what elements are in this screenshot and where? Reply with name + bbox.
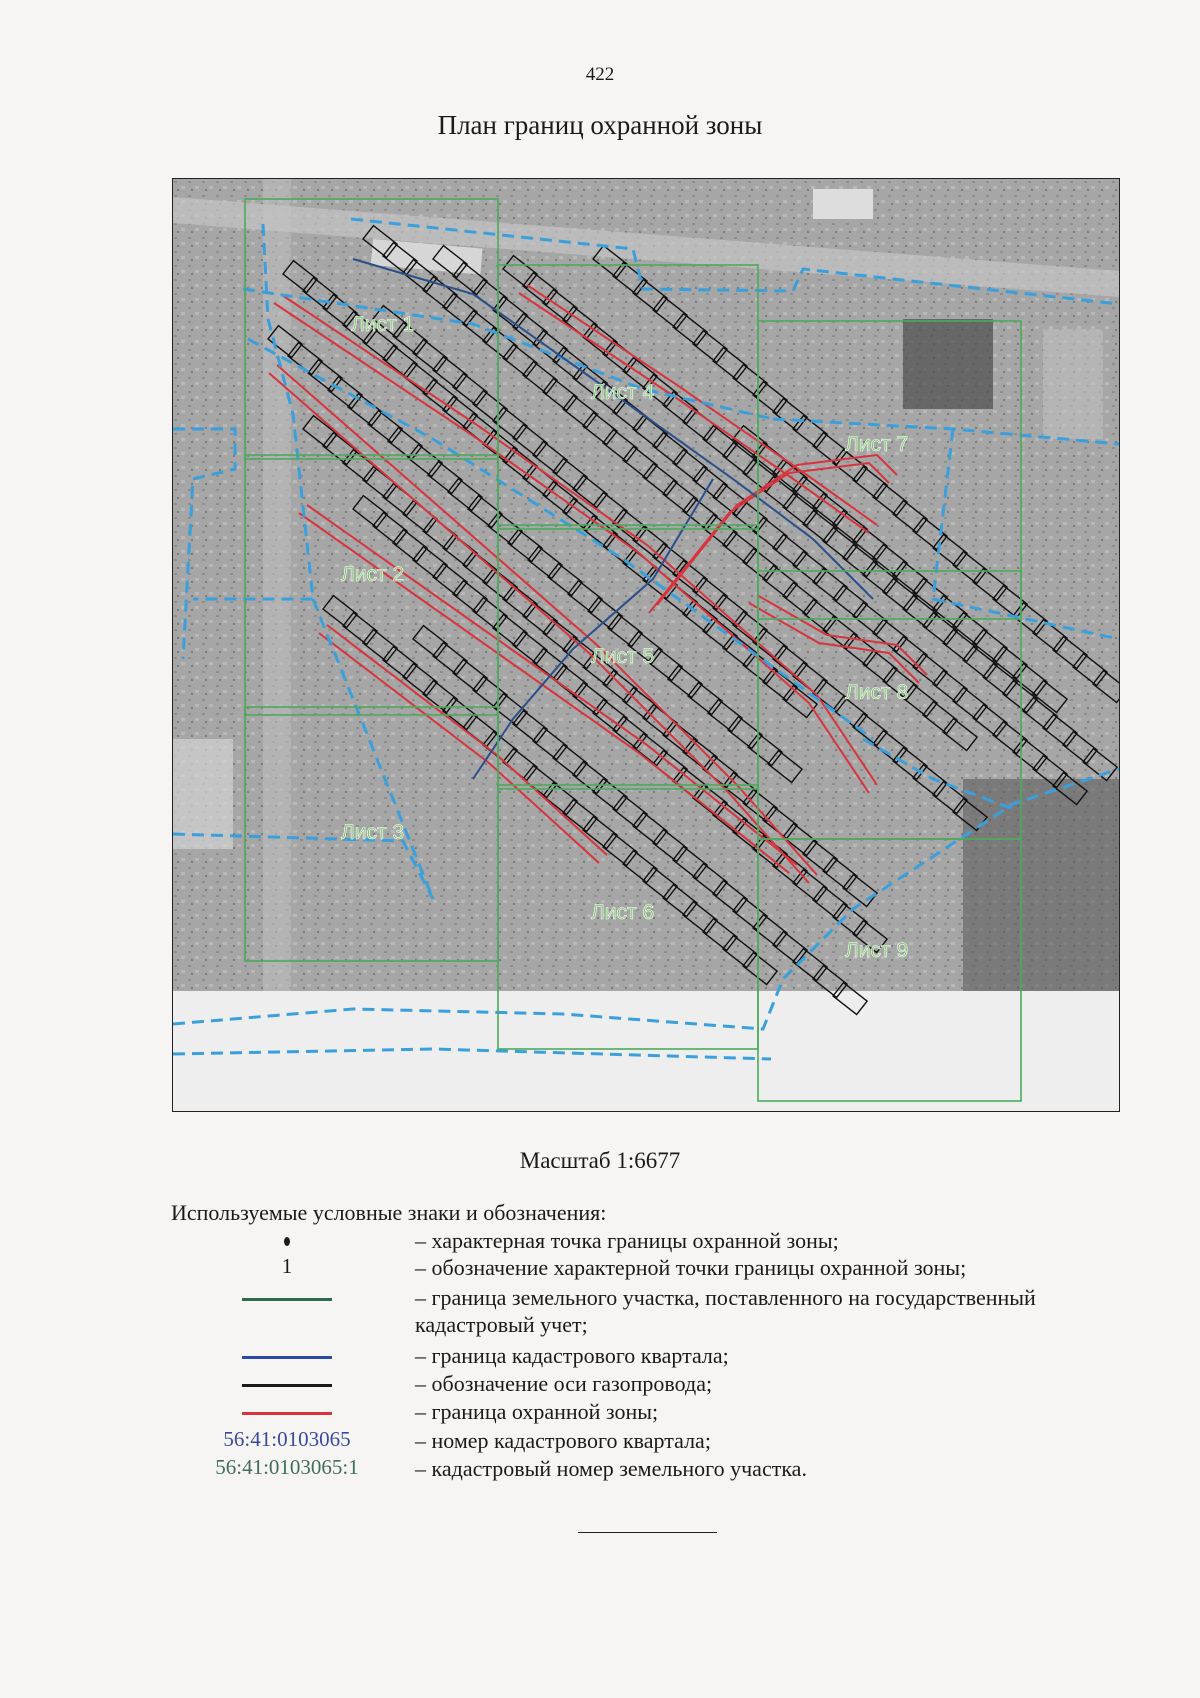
legend-row <box>0 1342 1200 1372</box>
map-scale: Масштаб 1:6677 <box>519 1148 681 1173</box>
legend-symbol-text: 56:41:0103065 <box>223 1427 351 1451</box>
legend-line-icon <box>242 1384 332 1387</box>
legend-description: – граница кадастрового квартала; <box>415 1343 729 1368</box>
legend-line-icon <box>242 1356 332 1359</box>
legend-symbol-text: 56:41:0103065:1 <box>215 1455 359 1479</box>
sheet-label-2: Лист 2 <box>341 563 405 586</box>
boundary-point-icon <box>284 1237 290 1246</box>
legend-symbol <box>187 1342 387 1372</box>
legend-description: – граница земельного участка, поставленного на государственный кадастровый учет; <box>415 1285 1036 1337</box>
legend-symbol <box>187 1370 387 1400</box>
sheet-label-9: Лист 9 <box>845 939 909 962</box>
page-number: 422 <box>585 64 615 85</box>
legend-description: – обозначение характерной точки границы охранной зоны; <box>415 1255 967 1280</box>
legend-row <box>0 1254 1200 1284</box>
legend-symbol <box>187 1427 387 1457</box>
sheet-label-8: Лист 8 <box>845 681 909 704</box>
legend-row <box>0 1227 1200 1257</box>
legend-description: – граница охранной зоны; <box>415 1399 659 1424</box>
protection-zone-map <box>172 178 1120 1112</box>
page-title: План границ охранной зоны <box>437 110 763 140</box>
legend-symbol-text: 1 <box>281 1254 293 1278</box>
legend-symbol <box>187 1227 387 1257</box>
legend-title: Используемые условные знаки и обозначения: <box>171 1200 607 1225</box>
legend-description: – обозначение оси газопровода; <box>415 1371 713 1396</box>
sheet-label-1: Лист 1 <box>351 313 415 336</box>
legend-line-icon <box>242 1412 332 1415</box>
legend-row <box>0 1398 1200 1428</box>
sheet-label-5: Лист 5 <box>591 645 655 668</box>
legend-description: – характерная точка границы охранной зоны; <box>415 1228 839 1253</box>
sheet-label-7: Лист 7 <box>845 433 909 456</box>
sheet-label-3: Лист 3 <box>341 821 405 844</box>
legend-row <box>0 1455 1200 1485</box>
legend-symbol <box>187 1455 387 1485</box>
map-canvas <box>173 179 1119 1111</box>
legend-row <box>0 1284 1200 1337</box>
legend-symbol <box>187 1254 387 1284</box>
sheet-label-6: Лист 6 <box>591 901 655 924</box>
legend-symbol <box>187 1284 387 1314</box>
end-divider <box>578 1532 717 1533</box>
legend-row <box>0 1370 1200 1400</box>
legend-description: – кадастровый номер земельного участка. <box>415 1456 807 1481</box>
legend-row <box>0 1427 1200 1457</box>
sheet-label-4: Лист 4 <box>591 381 655 404</box>
legend-symbol <box>187 1398 387 1428</box>
legend-description: – номер кадастрового квартала; <box>415 1428 711 1453</box>
legend-line-icon <box>242 1298 332 1301</box>
